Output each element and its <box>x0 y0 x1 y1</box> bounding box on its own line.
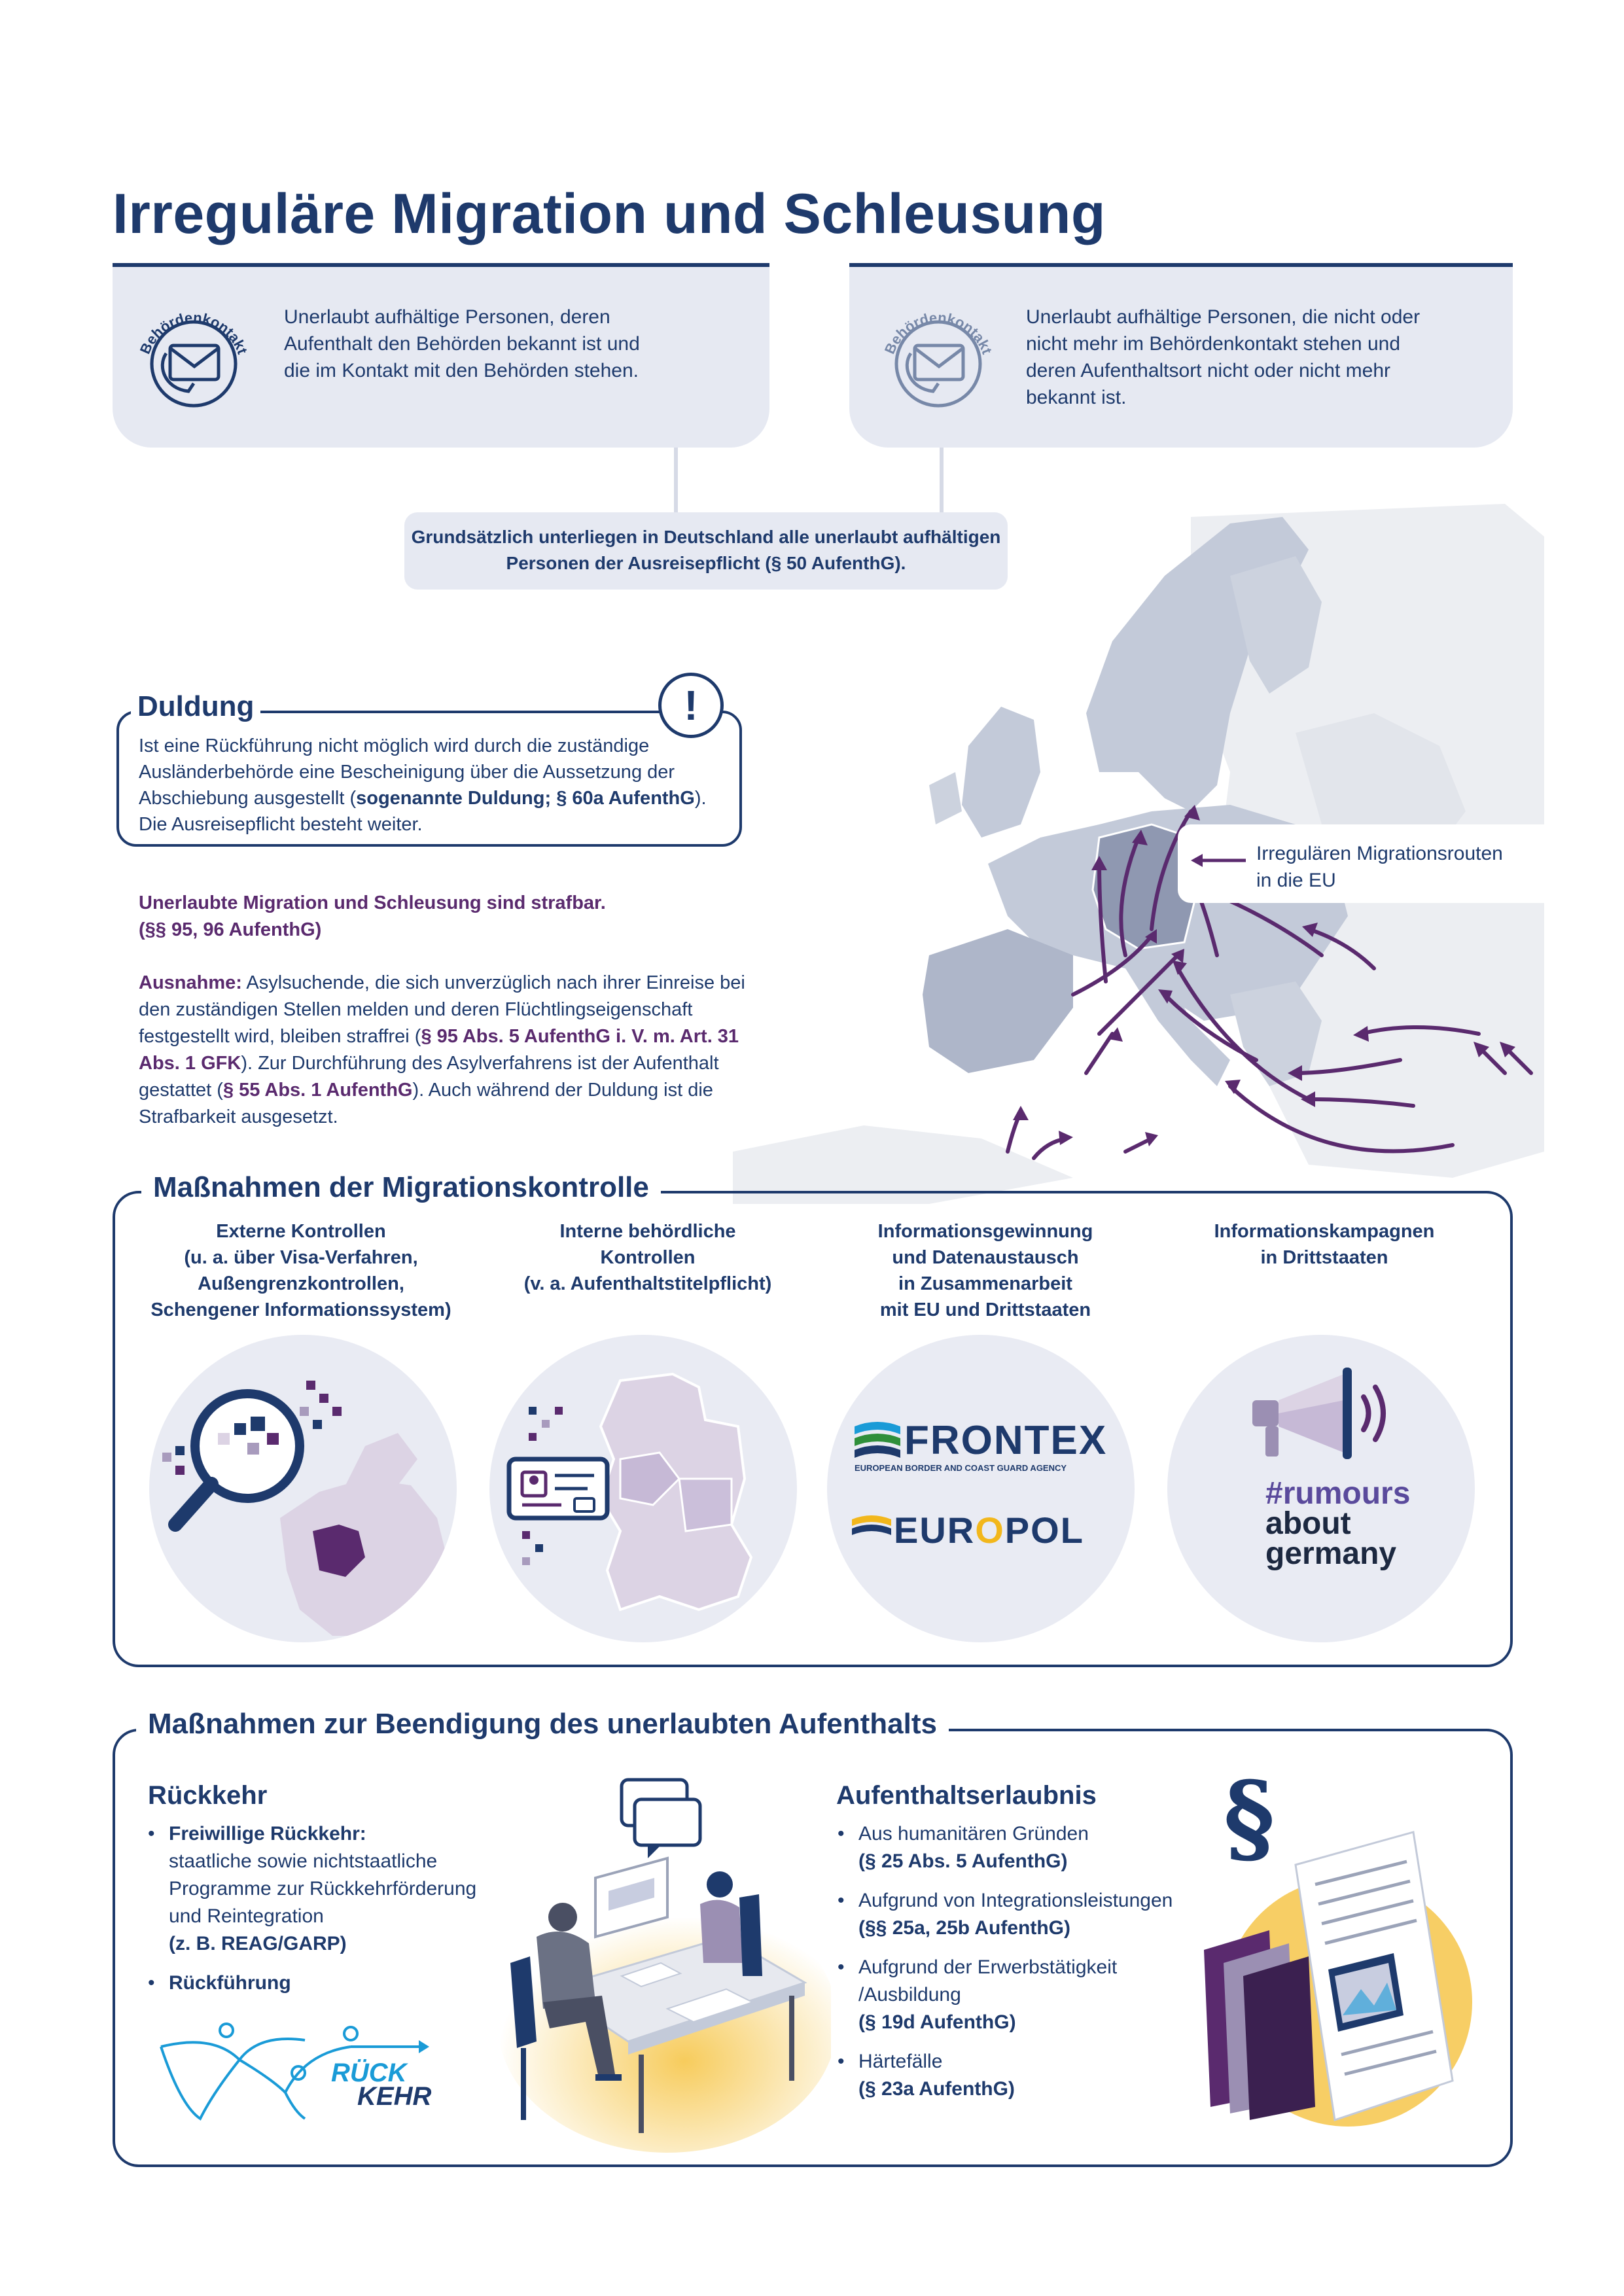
list-item-ref: (§§ 25a, 25b AufenthG) <box>858 1917 1070 1939</box>
col-head-line: und Datenaustausch <box>892 1247 1079 1268</box>
col-head-line: in Drittstaaten <box>1260 1247 1388 1268</box>
duldung-text-part: ). Die Ausreisepflicht besteht weiter. <box>139 788 707 835</box>
col-head-line: mit EU und Drittstaaten <box>879 1299 1091 1320</box>
duldung-ref: sogenannte Duldung; § 60a AufenthG <box>356 788 695 809</box>
europol-name <box>894 1509 1084 1551</box>
col-head-line: Außengrenzkontrollen, <box>198 1273 404 1294</box>
list-item-title: Rückführung <box>169 1972 291 1994</box>
kontrolle-title: Maßnahmen der Migrationskontrolle <box>141 1171 661 1204</box>
strafbar-heading: Unerlaubte Migration und Schleusung sind strafbar. <box>139 892 606 913</box>
ausnahme-text-part: ). Zur Durchführung des Asylverfahrens ist der Aufenthalt gestattet ( <box>139 1053 719 1101</box>
frontex-name: FRONTEX <box>904 1418 1108 1463</box>
list-item-text: Aufgrund der Erwerbstätigkeit /Ausbildung <box>858 1956 1118 2005</box>
duldung-title: Duldung <box>131 690 260 723</box>
contact-card-unknown-text: Unerlaubt aufhältige Personen, die nicht oder nicht mehr im Behördenkontakt stehen und deren Aufenthaltsort nicht oder nicht mehr bekannt ist. <box>1026 306 1421 408</box>
col-head-line: Kontrollen <box>600 1247 696 1268</box>
contact-card-known-text: Unerlaubt aufhältige Personen, deren Aufenthalt den Behörden bekannt ist und die im Kontakt mit den Behörden stehen. <box>284 306 640 381</box>
page-title: Irreguläre Migration und Schleusung <box>113 183 1106 245</box>
col-head-line: Externe Kontrollen <box>216 1221 386 1242</box>
list-item-text: Aufgrund von Integrationsleistungen <box>858 1890 1173 1911</box>
list-item <box>835 1887 1201 1942</box>
duldung-text <box>139 733 728 838</box>
frontex-logo-icon <box>855 1420 900 1459</box>
envelope-phone-icon <box>873 285 1004 416</box>
col-head-line: (u. a. über Visa-Verfahren, <box>184 1247 418 1268</box>
list-item-text: Härtefälle <box>858 2051 943 2072</box>
europol-part: POL <box>1004 1510 1084 1551</box>
rumours-line: #rumours <box>1265 1476 1411 1511</box>
legal-documents-illustration <box>1178 1780 1479 2146</box>
list-item <box>835 2048 1201 2103</box>
logo-line: KEHR <box>357 2082 432 2111</box>
megaphone-icon <box>1167 1335 1475 1642</box>
exclamation-icon: ! <box>658 673 724 738</box>
list-item-ref: (z. B. REAG/GARP) <box>169 1933 347 1954</box>
list-item-ref: (§ 23a AufenthG) <box>858 2078 1015 2100</box>
strafbar-block <box>139 890 767 1131</box>
logo-line: RÜCK <box>331 2058 407 2087</box>
kontrolle-col-head <box>484 1218 811 1297</box>
europol-logo-icon <box>852 1513 891 1539</box>
ausnahme-ref: § 55 Abs. 1 AufenthG <box>222 1080 413 1101</box>
route-arrow-icon <box>1190 851 1248 870</box>
aufenthalt-list <box>835 1820 1201 2115</box>
stamp-label: Behördenkontakt <box>881 309 996 357</box>
map-legend-line: in die EU <box>1256 870 1336 891</box>
list-item <box>835 1820 1201 1875</box>
europol-part: EUR <box>894 1510 976 1551</box>
list-item-ref: (§ 19d AufenthG) <box>858 2011 1016 2033</box>
stamp-label: Behördenkontakt <box>136 309 251 357</box>
germany-id-card-icon <box>489 1335 797 1642</box>
list-item-title: Freiwillige Rückkehr: <box>169 1823 366 1845</box>
ausnahme-text-part: ). Auch während der Duldung ist die Strafbarkeit ausgesetzt. <box>139 1080 713 1127</box>
paragraph-icon: § <box>1224 1760 1275 1875</box>
ausnahme-ref: § 95 Abs. 5 AufenthG i. V. m. Art. 31 Abs. 1 GFK <box>139 1026 739 1074</box>
kontrolle-col-head <box>822 1218 1149 1323</box>
map-legend-line: Irregulären Migrationsrouten <box>1256 843 1503 864</box>
list-item-text: staatliche sowie nichtstaatliche Programme zur Rückkehrförderung und Reintegration <box>169 1850 477 1927</box>
list-item <box>835 1954 1201 2036</box>
connector-line <box>674 448 678 513</box>
aufenthalt-heading: Aufenthaltserlaubnis <box>836 1781 1097 1810</box>
kontrolle-col-head <box>1161 1218 1488 1271</box>
rumours-line: germany <box>1265 1536 1397 1571</box>
col-head-line: Informationskampagnen <box>1214 1221 1435 1242</box>
ausreisepflicht-note: Grundsätzlich unterliegen in Deutschland alle unerlaubt aufhältigen Personen der Ausreisepflicht (§ 50 AufenthG). <box>404 512 1008 590</box>
strafbar-ref: (§§ 95, 96 AufenthG) <box>139 919 322 940</box>
envelope-phone-icon <box>128 285 259 416</box>
beendigung-title: Maßnahmen zur Beendigung des unerlaubten Aufenthalts <box>136 1708 949 1740</box>
rumours-line: about <box>1265 1506 1351 1541</box>
list-item-text: Aus humanitären Gründen <box>858 1823 1089 1845</box>
rumours-logo <box>1265 1476 1411 1571</box>
list-item-ref: (§ 25 Abs. 5 AufenthG) <box>858 1850 1068 1872</box>
col-head-line: Interne behördliche <box>559 1221 736 1242</box>
rueckkehr-heading: Rückkehr <box>148 1781 268 1810</box>
col-head-line: (v. a. Aufenthaltstitelpflicht) <box>523 1273 772 1294</box>
frontex-sub: EUROPEAN BORDER AND COAST GUARD AGENCY <box>855 1463 1067 1473</box>
col-head-line: Schengener Informationssystem) <box>150 1299 451 1320</box>
megaphone-drawing <box>1246 1361 1403 1472</box>
ausnahme-text-part: Asylsuchende, die sich unverzüglich nach ihrer Einreise bei den zuständigen Stellen melden und deren Flüchtlingseigenschaft festgestellt wird, bleiben straffrei ( <box>139 972 745 1047</box>
ausnahme-label: Ausnahme: <box>139 972 242 993</box>
map-legend-text <box>1256 840 1503 894</box>
col-head-line: in Zusammenarbeit <box>898 1273 1072 1294</box>
ausnahme-text <box>139 970 767 1131</box>
agencies-logos <box>827 1335 1135 1642</box>
magnifier-europe-icon <box>149 1335 457 1642</box>
consultation-illustration <box>451 1767 831 2153</box>
col-head-line: Informationsgewinnung <box>877 1221 1093 1242</box>
kontrolle-col-head <box>137 1218 465 1323</box>
rueckkehr-logo-text <box>331 2058 432 2111</box>
europol-part: O <box>975 1510 1005 1551</box>
duldung-text-part: Ist eine Rückführung nicht möglich wird durch die zuständige Ausländerbehörde eine Bescheinigung über die Aussetzung der Abschiebung ausgestellt ( <box>139 735 675 809</box>
